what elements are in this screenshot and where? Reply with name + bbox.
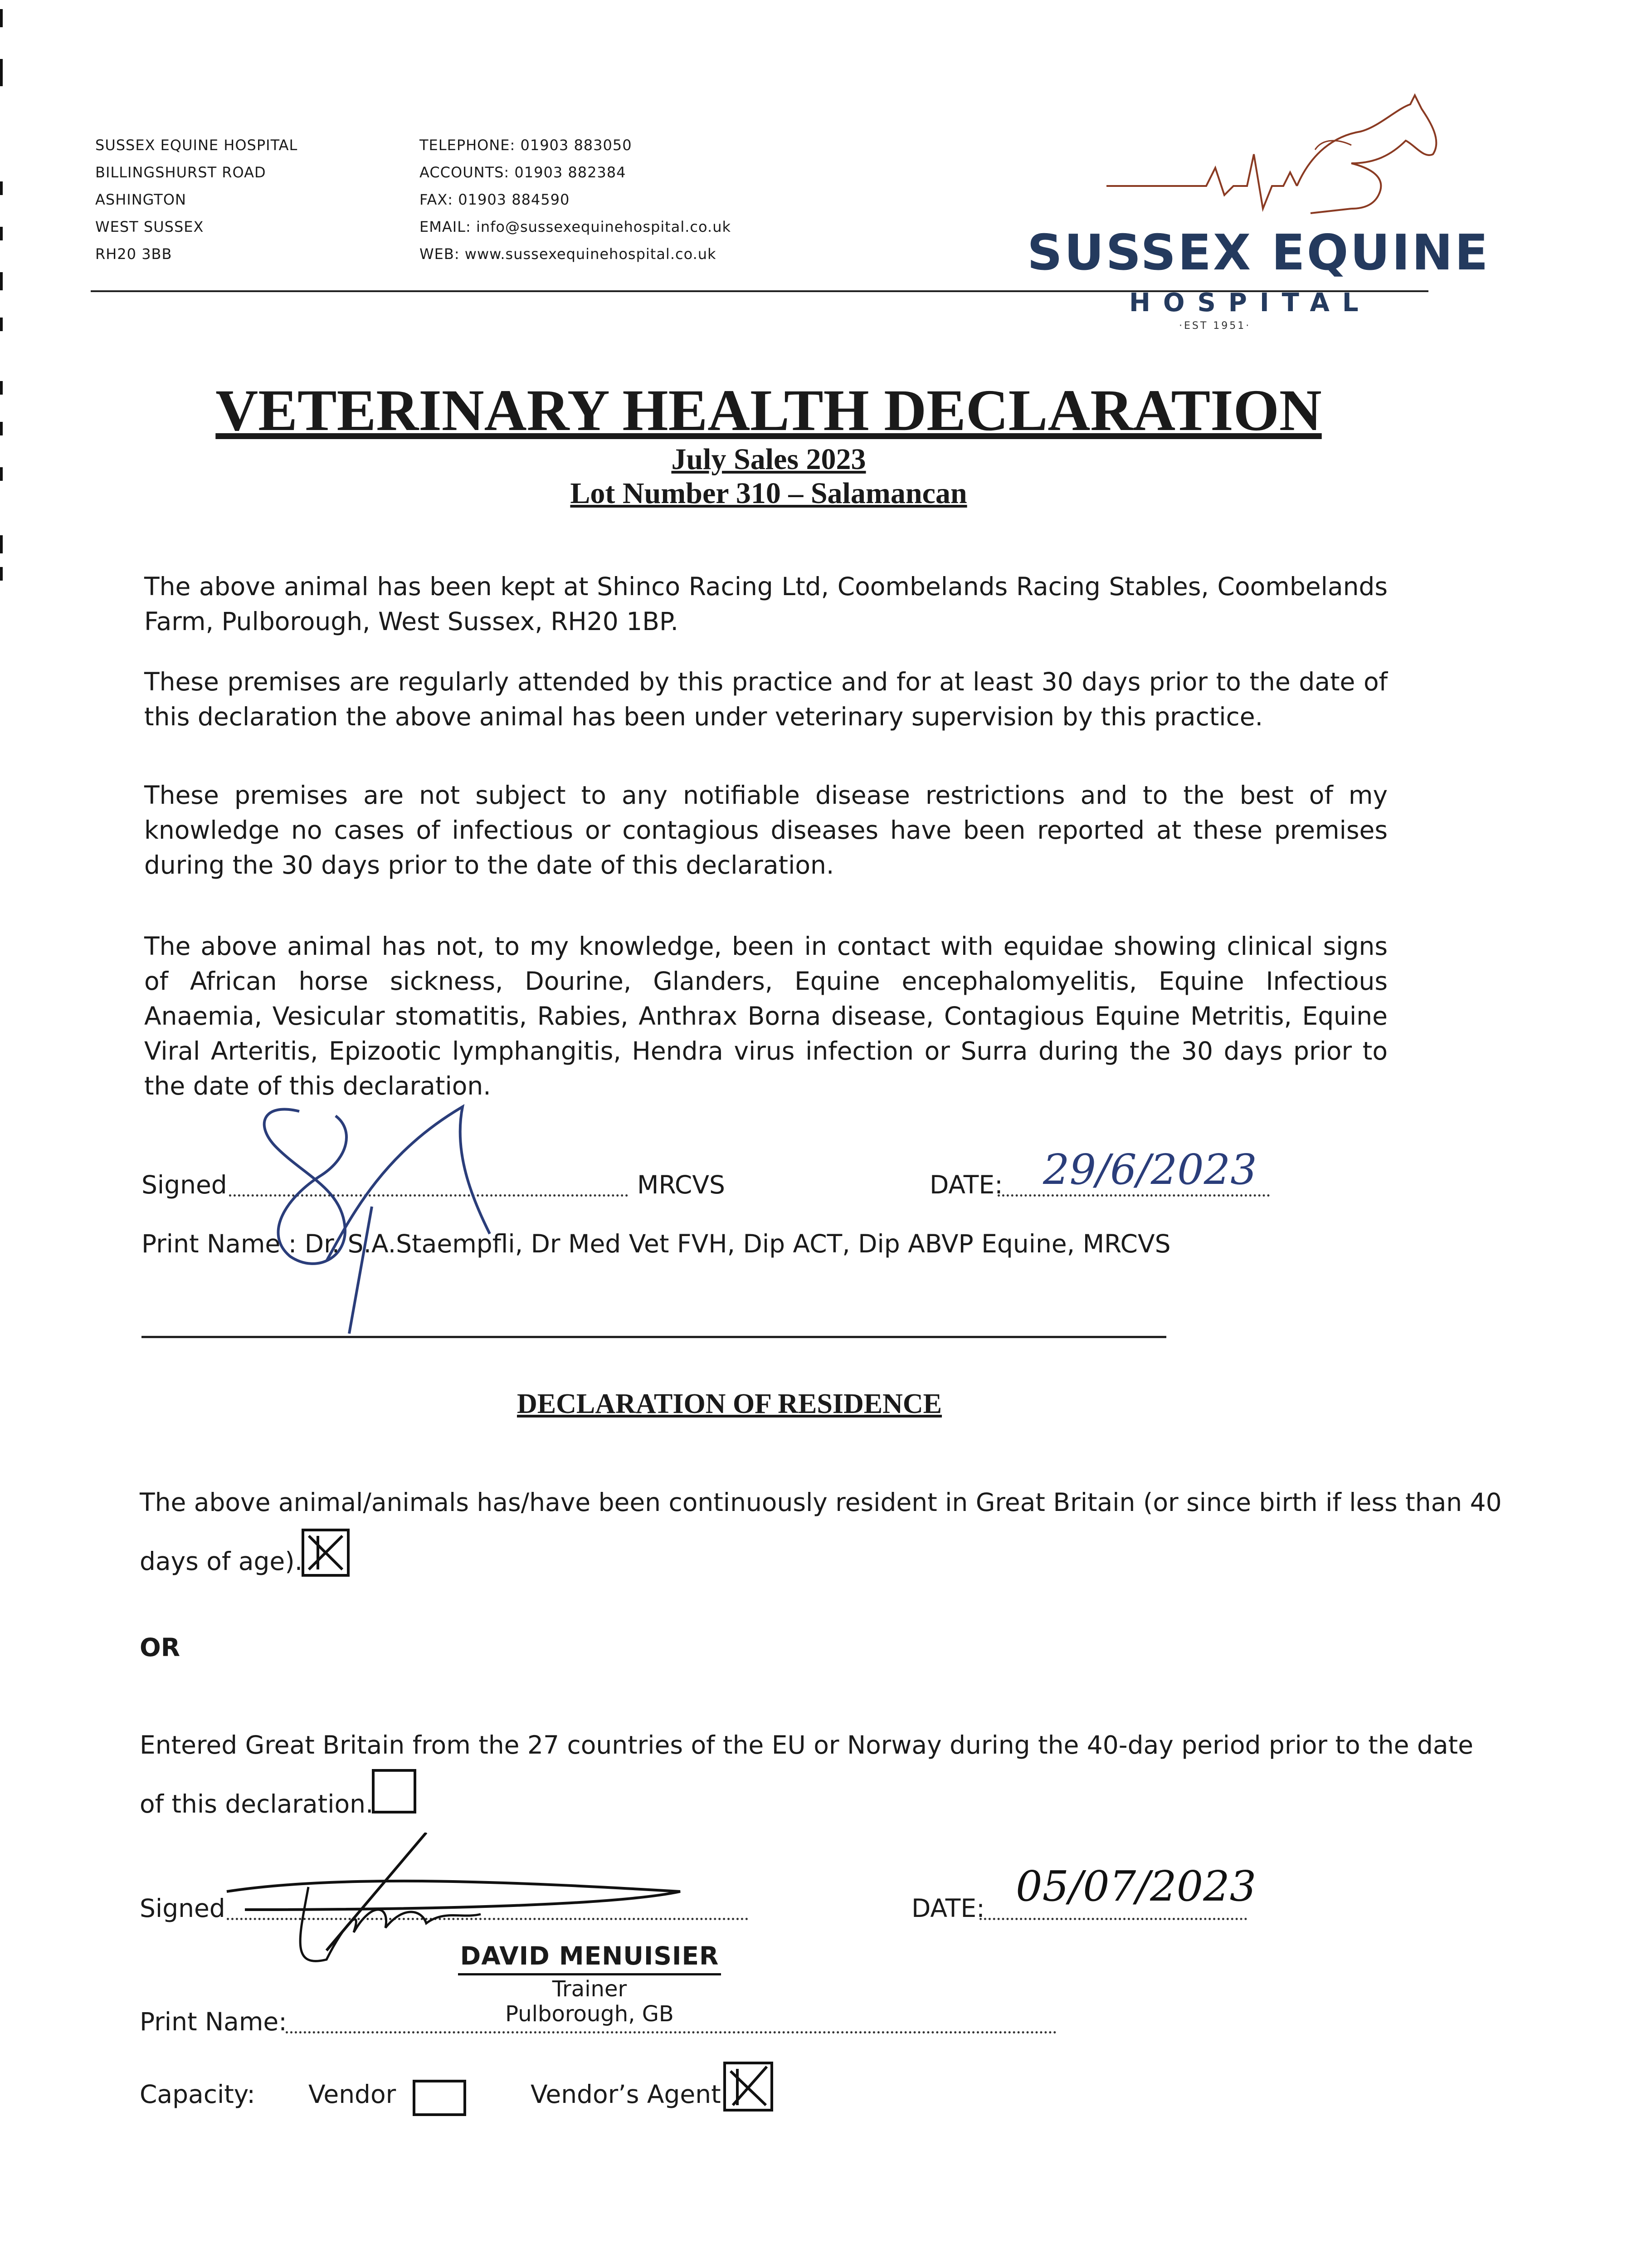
vet-date-value: 29/6/2023 xyxy=(1043,1145,1257,1194)
section-divider xyxy=(141,1336,1166,1338)
residence-option2-line1: Entered Great Britain from the 27 countries of the EU or Norway during the 40-day period prior to the date xyxy=(140,1730,1473,1760)
address-line: WEST SUSSEX xyxy=(95,218,204,235)
trainer-date-line xyxy=(979,1918,1247,1920)
contact-line: TELEPHONE: 01903 883050 xyxy=(419,137,632,154)
address-line: ASHINGTON xyxy=(95,191,186,208)
vet-date-line xyxy=(998,1194,1270,1197)
contact-line: WEB: www.sussexequinehospital.co.uk xyxy=(419,245,716,263)
trainer-date-value: 05/07/2023 xyxy=(1016,1862,1257,1911)
document-title: VETERINARY HEALTH DECLARATION xyxy=(215,378,1322,443)
vet-signed-label: Signed xyxy=(141,1170,227,1199)
resident-checkbox[interactable] xyxy=(302,1529,350,1577)
vet-signature-scrawl xyxy=(218,1098,499,1343)
paragraph-restrictions: These premises are not subject to any notifiable disease restrictions and to the best of my knowledge no cases of infectious or contagious diseases have been reported at these premises during the 30 days prior to the date of this declaration. xyxy=(144,781,1388,880)
sale-name: July Sales 2023 xyxy=(671,443,866,476)
stamp-place: Pulborough, GB xyxy=(505,2001,674,2027)
vet-date-label: DATE: xyxy=(930,1170,1003,1199)
hospital-contacts xyxy=(419,132,731,268)
trainer-stamp xyxy=(458,1941,721,2025)
contact-line: EMAIL: info@sussexequinehospital.co.uk xyxy=(419,218,731,235)
residence-heading: DECLARATION OF RESIDENCE xyxy=(517,1388,942,1419)
vendors-agent-checkbox[interactable] xyxy=(723,2062,773,2112)
check-mark-icon xyxy=(726,2064,770,2109)
stamp-name: DAVID MENUISIER xyxy=(460,1941,719,1970)
hospital-address xyxy=(95,132,297,268)
residence-option1-line1: The above animal/animals has/have been continuously resident in Great Britain (or since birth if less than 40 xyxy=(140,1488,1502,1517)
residence-option1-line2: days of age). xyxy=(140,1547,303,1576)
logo-name: SUSSEX EQUINE xyxy=(1027,225,1490,281)
contact-line: FAX: 01903 884590 xyxy=(419,191,570,208)
logo-est: ·EST 1951· xyxy=(1179,320,1251,332)
vet-print-name: Print Name : Dr. S.A.Staempfli, Dr Med Vet FVH, Dip ACT, Dip ABVP Equine, MRCVS xyxy=(141,1229,1171,1258)
capacity-label: Capacity: xyxy=(140,2080,255,2109)
paragraph-supervision: These premises are regularly attended by this practice and for at least 30 days prior to the date of this declaration the above animal has been under veterinary supervision by this practice. xyxy=(144,667,1388,731)
lot-number: Lot Number 310 – Salamancan xyxy=(570,477,967,510)
address-line: SUSSEX EQUINE HOSPITAL xyxy=(95,137,298,154)
trainer-signed-label: Signed xyxy=(140,1894,225,1923)
check-mark-icon xyxy=(304,1531,347,1574)
or-label: OR xyxy=(140,1633,180,1662)
vendor-checkbox[interactable] xyxy=(413,2080,466,2116)
vendor-label: Vendor xyxy=(308,2080,396,2109)
contact-line: ACCOUNTS: 01903 882384 xyxy=(419,164,626,181)
trainer-print-line xyxy=(286,2031,1057,2033)
letterhead-divider xyxy=(91,290,1428,292)
address-line: RH20 3BB xyxy=(95,245,172,263)
address-line: BILLINGSHURST ROAD xyxy=(95,164,266,181)
entered-gb-checkbox[interactable] xyxy=(372,1769,416,1813)
logo-subtitle: HOSPITAL xyxy=(1129,288,1371,318)
vendors-agent-label: Vendor’s Agent xyxy=(531,2080,721,2109)
horse-ecg-logo-icon xyxy=(1097,91,1442,240)
trainer-date-label: DATE: xyxy=(911,1894,985,1923)
residence-option2-line2: of this declaration. xyxy=(140,1789,374,1818)
stamp-role: Trainer xyxy=(552,1976,627,2002)
vet-mrcvs-suffix: MRCVS xyxy=(637,1170,725,1199)
paragraph-contact: The above animal has not, to my knowledge, been in contact with equidae showing clinical signs of African horse sickness, Dourine, Glanders, Equine encephalomyelitis, Equine Infectious Anaemia, Vesicular stomatitis, Rabies, Anthrax Borna disease, Contagious Equine Metritis, Equine Viral Arteritis, Epizootic lymphangitis, Hendra virus infection or Surra during the 30 days prior to the date of this declaration. xyxy=(144,932,1388,1100)
trainer-print-label: Print Name: xyxy=(140,2007,287,2036)
paragraph-premises: The above animal has been kept at Shinco Racing Ltd, Coombelands Racing Stables, Coombelands Farm, Pulborough, West Sussex, RH20 1BP. xyxy=(144,572,1388,636)
